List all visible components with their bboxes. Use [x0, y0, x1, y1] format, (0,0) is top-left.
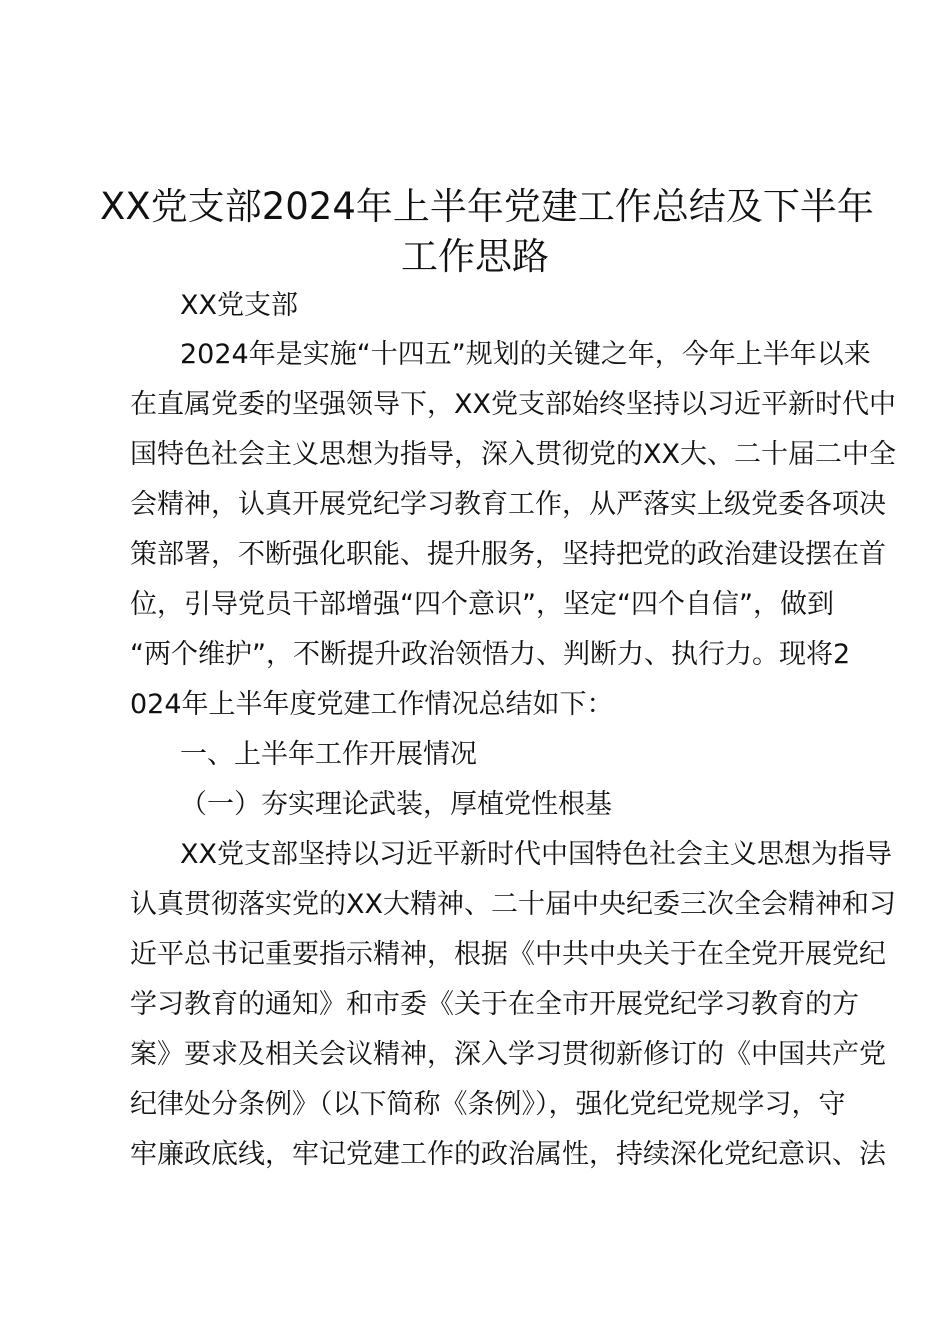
document-title-line-2: 工作思路 [401, 235, 549, 278]
body-line: 学习教育的通知》和市委《关于在全市开展党纪学习教育的方 [130, 989, 859, 1020]
body-line: 近平总书记重要指示精神，根据《中共中央关于在全党开展党纪 [130, 939, 886, 970]
body-line: 位，引导党员干部增强“四个意识”，坚定“四个自信”，做到 [130, 589, 834, 620]
body-line: 国特色社会主义思想为指导，深入贯彻党的XX大、二十届二中全 [130, 439, 896, 470]
body-line: 认真贯彻落实党的XX大精神、二十届中央纪委三次全会精神和习 [130, 889, 896, 920]
section-heading: 一、上半年工作开展情况 [180, 739, 477, 770]
document-title-line-1: XX党支部2024年上半年党建工作总结及下半年 [100, 185, 874, 228]
subsection-heading: （一）夯实理论武装，厚植党性根基 [180, 789, 612, 820]
body-line: “两个维护”，不断提升政治领悟力、判断力、执行力。现将2 [130, 639, 851, 670]
body-line: 2024年是实施“十四五”规划的关键之年，今年上半年以来 [180, 339, 871, 370]
body-line: 纪律处分条例》（以下简称《条例》），强化党纪党规学习，守 [130, 1089, 846, 1120]
document-author: XX党支部 [180, 290, 298, 321]
body-line: XX党支部坚持以习近平新时代中国特色社会主义思想为指导 [180, 839, 892, 870]
body-line: 在直属党委的坚强领导下，XX党支部始终坚持以习近平新时代中 [130, 389, 896, 420]
body-line: 024年上半年度党建工作情况总结如下： [130, 689, 614, 720]
body-line: 会精神，认真开展党纪学习教育工作，从严落实上级党委各项决 [130, 489, 886, 520]
body-line: 策部署，不断强化职能、提升服务，坚持把党的政治建设摆在首 [130, 539, 886, 570]
body-line: 案》要求及相关会议精神，深入学习贯彻新修订的《中国共产党 [130, 1039, 886, 1070]
body-line: 牢廉政底线，牢记党建工作的政治属性，持续深化党纪意识、法 [130, 1139, 886, 1170]
